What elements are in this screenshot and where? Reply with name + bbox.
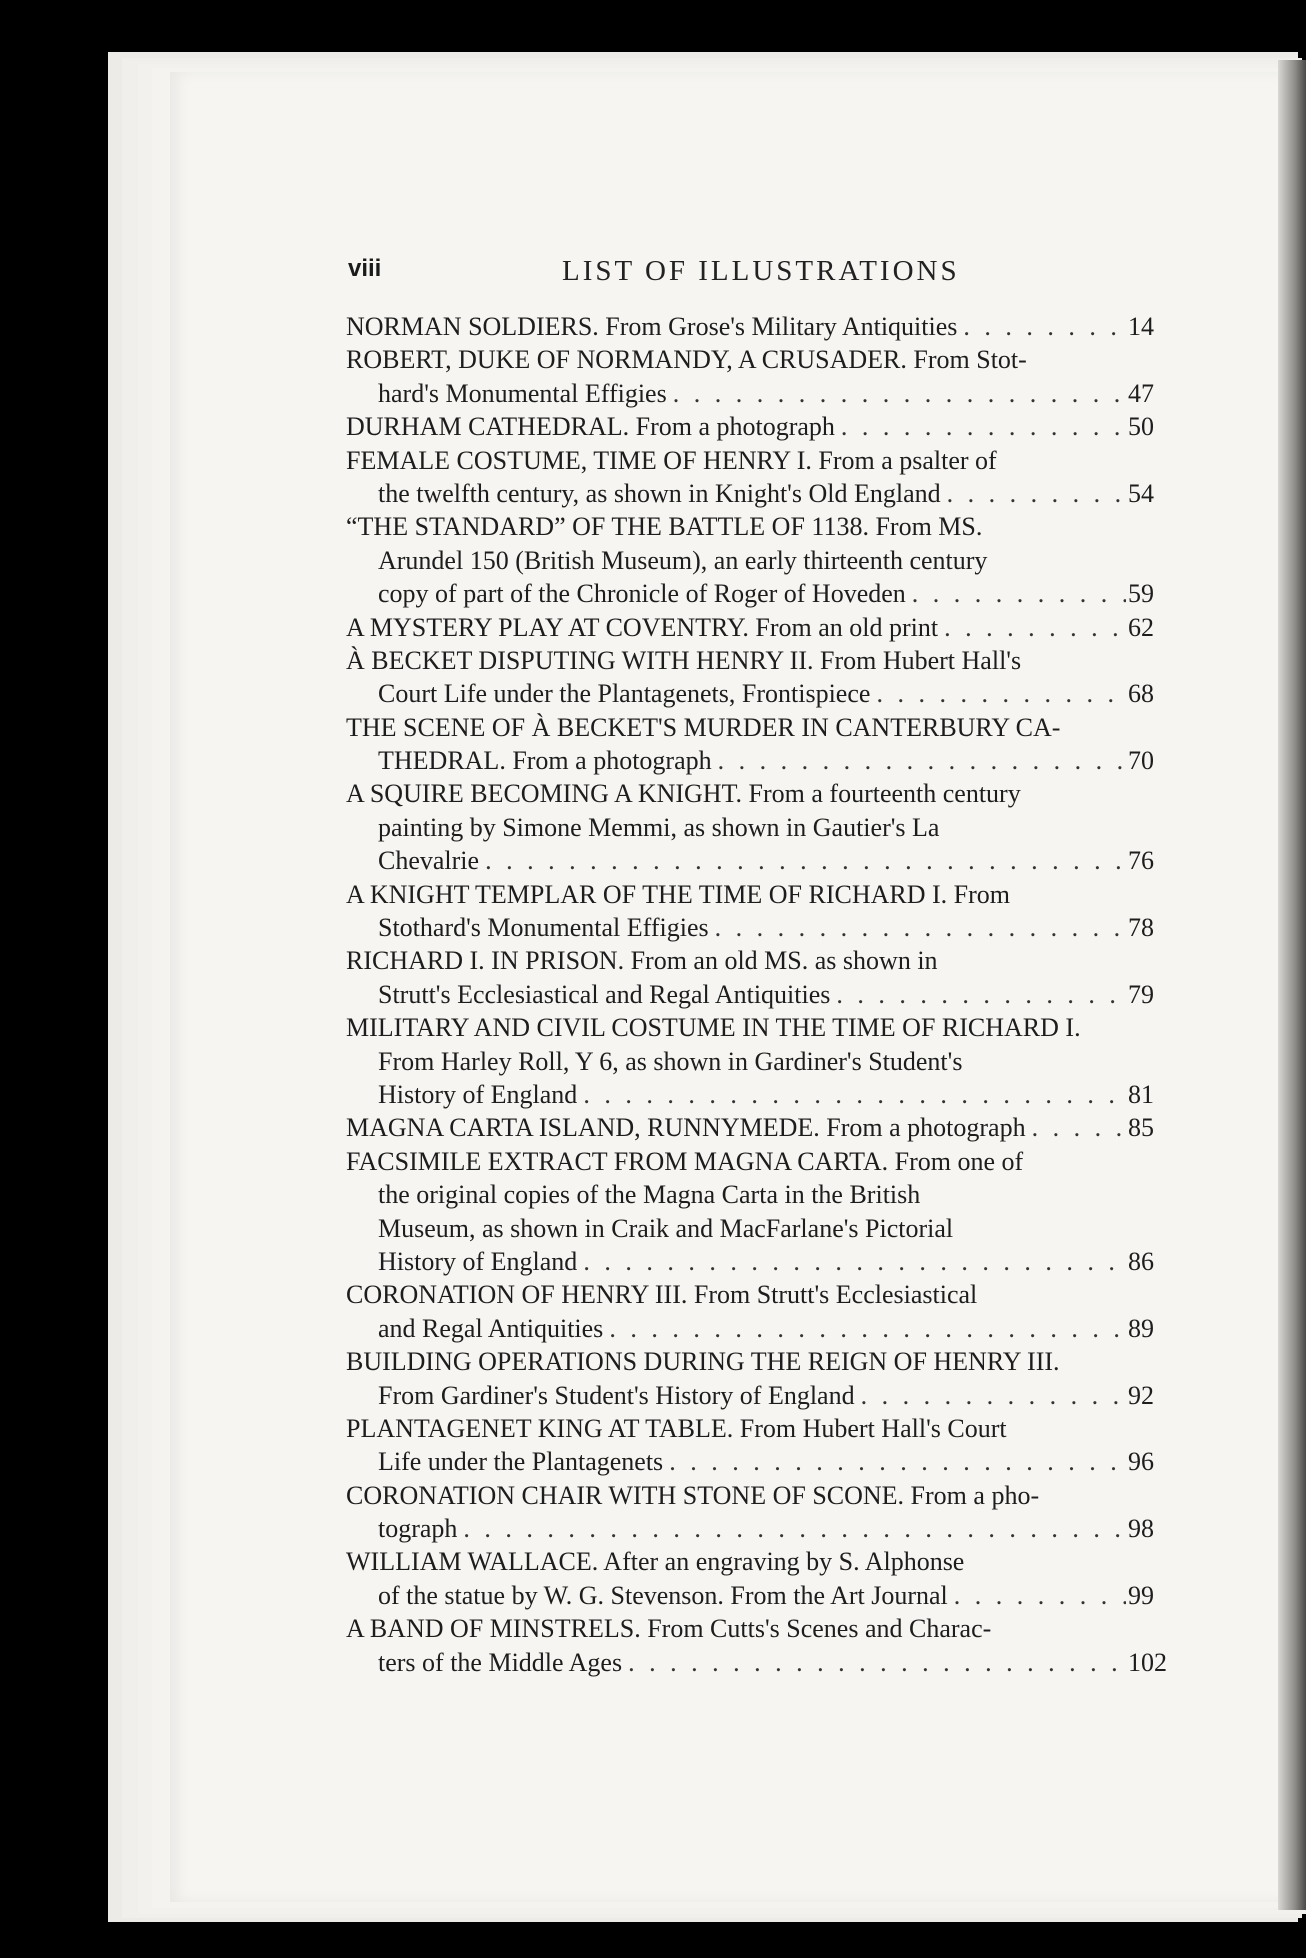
leader-dots — [577, 1078, 1126, 1111]
entry-text: of the statue by W. G. Stevenson. From the Art Journal — [378, 1580, 948, 1610]
entry-text: Arundel 150 (British Museum), an early thirteenth century — [378, 545, 988, 575]
entry-page-number: 79 — [1128, 979, 1154, 1009]
entry-line — [346, 510, 1126, 543]
leader-dots — [830, 978, 1126, 1011]
leader-dots — [948, 1579, 1126, 1612]
leader-dots — [855, 1379, 1126, 1412]
entry-line — [346, 1078, 1126, 1111]
entry-line — [346, 577, 1126, 610]
entry-text: THE SCENE OF À BECKET'S MURDER IN CANTERBURY CA- — [346, 712, 1061, 742]
entry-page-number: 14 — [1128, 312, 1154, 341]
entry-page-number: 98 — [1128, 1514, 1154, 1544]
entry-text: From Gardiner's Student's History of England — [378, 1380, 855, 1410]
leader-dots — [663, 1445, 1126, 1478]
entry-text: From Harley Roll, Y 6, as shown in Gardiner's Student's — [378, 1046, 963, 1076]
entry-text: THEDRAL. From a photograph — [378, 746, 712, 776]
entry-text: ROBERT, DUKE OF NORMANDY, A CRUSADER. From Stot- — [346, 345, 1027, 375]
entry-line — [346, 811, 1126, 844]
page-number: viii — [348, 255, 382, 282]
entry-page-number: 78 — [1128, 913, 1154, 943]
entry-page-number: 76 — [1128, 846, 1154, 876]
list-item — [346, 1479, 1178, 1546]
entry-line — [346, 377, 1126, 410]
entry-line — [346, 1345, 1126, 1378]
entry-text: hard's Monumental Effigies — [378, 378, 667, 408]
book-spine — [1278, 60, 1306, 1910]
leader-dots — [1026, 1111, 1126, 1144]
entry-text: the original copies of the Magna Carta in the British — [378, 1180, 921, 1210]
entry-page-number: 50 — [1128, 412, 1154, 442]
list-item — [346, 777, 1178, 877]
list-item — [346, 1345, 1178, 1412]
entry-line — [346, 944, 1126, 977]
list-item — [346, 444, 1178, 511]
entry-line — [346, 844, 1126, 877]
leader-dots — [577, 1245, 1126, 1278]
entry-line — [346, 1212, 1126, 1245]
entry-line — [346, 1178, 1126, 1211]
entry-line — [346, 1145, 1126, 1178]
entry-text: Court Life under the Plantagenets, Frontispiece — [378, 679, 871, 709]
entry-line — [346, 1579, 1126, 1612]
entry-text: and Regal Antiquities — [378, 1313, 604, 1343]
entry-line — [346, 978, 1126, 1011]
entry-text: “THE STANDARD” OF THE BATTLE OF 1138. From MS. — [346, 512, 983, 542]
list-item — [346, 410, 1178, 443]
entry-line — [346, 1011, 1126, 1044]
entry-text: tograph — [378, 1514, 458, 1544]
entry-text: WILLIAM WALLACE. After an engraving by S. Alphonse — [346, 1547, 965, 1577]
entry-text: A BAND OF MINSTRELS. From Cutts's Scenes and Charac- — [346, 1614, 992, 1644]
entry-text: Museum, as shown in Craik and MacFarlane's Pictorial — [378, 1213, 954, 1243]
entry-page-number: 59 — [1128, 579, 1154, 609]
entry-page-number: 89 — [1128, 1313, 1154, 1343]
entry-line — [346, 1512, 1126, 1545]
entry-text: PLANTAGENET KING AT TABLE. From Hubert Hall's Court — [346, 1413, 1007, 1443]
entry-text: CORONATION CHAIR WITH STONE OF SCONE. From a pho- — [346, 1480, 1040, 1510]
entry-text: painting by Simone Memmi, as shown in Gautier's La — [378, 812, 940, 842]
entry-page-number: 92 — [1128, 1380, 1154, 1410]
entry-text: RICHARD I. IN PRISON. From an old MS. as shown in — [346, 946, 938, 976]
running-header — [348, 255, 1168, 295]
entry-page-number: 47 — [1128, 378, 1154, 408]
entry-line — [346, 410, 1126, 443]
entry-text: Stothard's Monumental Effigies — [378, 913, 709, 943]
list-item — [346, 510, 1178, 610]
entry-line — [346, 677, 1126, 710]
entry-page-number: 85 — [1128, 1113, 1154, 1143]
entry-text: Strutt's Ecclesiastical and Regal Antiquities — [378, 979, 831, 1009]
entry-text: History of England — [378, 1246, 578, 1276]
page-title: LIST OF ILLUSTRATIONS — [562, 255, 960, 287]
entry-text: À BECKET DISPUTING WITH HENRY II. From Hubert Hall's — [346, 645, 1022, 675]
list-item — [346, 1612, 1178, 1679]
entry-text: DURHAM CATHEDRAL. From a photograph — [346, 412, 835, 442]
list-item — [346, 944, 1178, 1011]
list-item — [346, 310, 1178, 343]
entry-text: CORONATION OF HENRY III. From Strutt's Ecclesiastical — [346, 1280, 978, 1310]
list-item — [346, 1145, 1178, 1279]
list-item — [346, 1412, 1178, 1479]
entry-line — [346, 777, 1126, 810]
leader-dots — [712, 744, 1126, 777]
entry-text: the twelfth century, as shown in Knight's Old England — [378, 478, 941, 508]
list-item — [346, 1278, 1178, 1345]
leader-dots — [603, 1312, 1126, 1345]
list-item — [346, 644, 1178, 711]
leader-dots — [479, 844, 1126, 877]
leader-dots — [938, 611, 1126, 644]
leader-dots — [906, 577, 1126, 610]
entry-text: A SQUIRE BECOMING A KNIGHT. From a fourteenth century — [346, 779, 1021, 809]
entry-text: FACSIMILE EXTRACT FROM MAGNA CARTA. From one of — [346, 1146, 1024, 1176]
entry-line — [346, 911, 1126, 944]
list-item — [346, 343, 1178, 410]
entry-text: Chevalrie — [378, 846, 480, 876]
entry-page-number: 54 — [1128, 478, 1154, 508]
entry-line — [346, 1312, 1126, 1345]
leader-dots — [622, 1646, 1126, 1679]
entry-line — [346, 611, 1126, 644]
entry-page-number: 102 — [1128, 1647, 1167, 1677]
leader-dots — [870, 677, 1126, 710]
entry-text: Life under the Plantagenets — [378, 1447, 664, 1477]
entry-page-number: 96 — [1128, 1447, 1154, 1477]
leader-dots — [667, 377, 1126, 410]
entry-line — [346, 711, 1126, 744]
entry-line — [346, 544, 1126, 577]
list-item — [346, 878, 1178, 945]
entry-line — [346, 1646, 1126, 1679]
entry-line — [346, 1445, 1126, 1478]
entry-line — [346, 644, 1126, 677]
list-item — [346, 1545, 1178, 1612]
entry-line — [346, 1612, 1126, 1645]
entry-page-number: 70 — [1128, 746, 1154, 776]
list-item — [346, 1011, 1178, 1111]
entry-text: History of England — [378, 1079, 578, 1109]
entry-line — [346, 1379, 1126, 1412]
entry-text: copy of part of the Chronicle of Roger of Hoveden — [378, 579, 906, 609]
entry-line — [346, 1412, 1126, 1445]
leader-dots — [709, 911, 1126, 944]
list-item — [346, 711, 1178, 778]
entry-page-number: 68 — [1128, 679, 1154, 709]
illustrations-list — [346, 310, 1178, 1679]
entry-line — [346, 1479, 1126, 1512]
entry-page-number: 81 — [1128, 1080, 1154, 1109]
entry-text: MAGNA CARTA ISLAND, RUNNYMEDE. From a photograph — [346, 1113, 1026, 1143]
entry-text: NORMAN SOLDIERS. From Grose's Military Antiquities — [346, 312, 958, 341]
entry-line — [346, 1545, 1126, 1578]
entry-page-number: 86 — [1128, 1246, 1154, 1276]
entry-text: MILITARY AND CIVIL COSTUME IN THE TIME OF RICHARD I. — [346, 1013, 1081, 1043]
entry-line — [346, 1111, 1126, 1144]
entry-line — [346, 444, 1126, 477]
leader-dots — [941, 477, 1126, 510]
entry-line — [346, 477, 1126, 510]
entry-text: BUILDING OPERATIONS DURING THE REIGN OF HENRY III. — [346, 1347, 1060, 1377]
entry-text: ters of the Middle Ages — [378, 1647, 623, 1677]
leader-dots — [457, 1512, 1126, 1545]
entry-text: FEMALE COSTUME, TIME OF HENRY I. From a psalter of — [346, 445, 997, 475]
entry-line — [346, 310, 1126, 343]
entry-line — [346, 744, 1126, 777]
entry-page-number: 62 — [1128, 612, 1154, 642]
entry-line — [346, 1045, 1126, 1078]
entry-page-number: 99 — [1128, 1580, 1154, 1610]
entry-line — [346, 1278, 1126, 1311]
entry-text: A MYSTERY PLAY AT COVENTRY. From an old print — [346, 612, 939, 642]
leader-dots — [957, 310, 1126, 343]
entry-line — [346, 1245, 1126, 1278]
list-item — [346, 611, 1178, 644]
entry-text: A KNIGHT TEMPLAR OF THE TIME OF RICHARD I. From — [346, 879, 1011, 909]
entry-line — [346, 343, 1126, 376]
leader-dots — [835, 410, 1126, 443]
list-item — [346, 1111, 1178, 1144]
entry-line — [346, 878, 1126, 911]
